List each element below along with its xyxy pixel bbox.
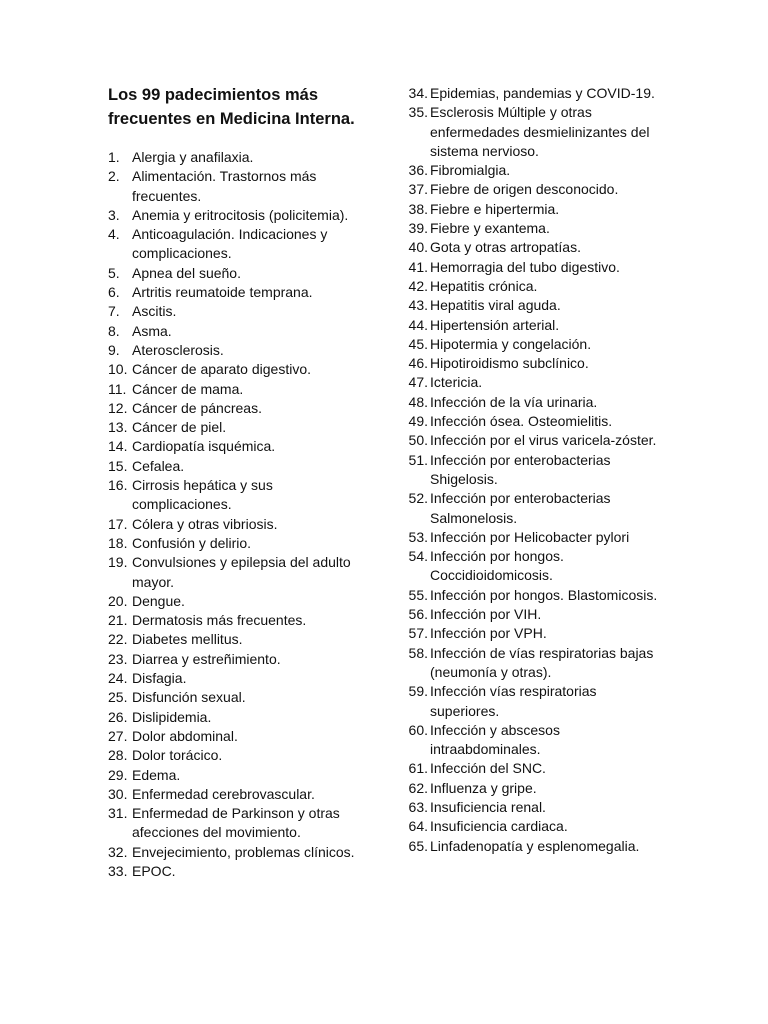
- condition-list-left: [108, 148, 370, 881]
- list-item-number: 39.: [408, 220, 428, 237]
- list-item-text: Cirrosis hepática y sus complicaciones.: [132, 477, 273, 513]
- list-item: [404, 180, 666, 199]
- list-item-number: 53.: [408, 528, 428, 545]
- list-item: [108, 322, 370, 341]
- list-item-text: Dermatosis más frecuentes.: [132, 612, 307, 629]
- list-item-number: 62.: [408, 779, 428, 796]
- list-item: [404, 219, 666, 238]
- list-item-text: Disfagia.: [132, 670, 187, 687]
- list-item: [404, 798, 666, 817]
- list-item-number: 2.: [108, 168, 120, 185]
- list-item-number: 6.: [108, 284, 120, 301]
- list-item-text: Infección vías respiratorias superiores.: [430, 683, 597, 719]
- list-item-text: Infección por Helicobacter pylori: [430, 528, 630, 545]
- list-item-text: Infección del SNC.: [430, 760, 546, 777]
- list-item-number: 50.: [408, 432, 428, 449]
- list-item: [108, 708, 370, 727]
- list-item-text: Hemorragia del tubo digestivo.: [430, 258, 620, 275]
- list-item-number: 64.: [408, 818, 428, 835]
- list-item: [108, 225, 370, 264]
- list-item: [404, 277, 666, 296]
- list-item-number: 1.: [108, 149, 120, 165]
- list-item: [108, 148, 370, 167]
- list-item-text: Edema.: [132, 766, 181, 783]
- list-item-text: Infección de la vía urinaria.: [430, 393, 598, 410]
- list-item-text: Ascitis.: [132, 303, 177, 320]
- list-item: [404, 759, 666, 778]
- list-item-text: Diarrea y estreñimiento.: [132, 650, 281, 667]
- list-item: [404, 489, 666, 528]
- list-item: [108, 264, 370, 283]
- list-item: [108, 592, 370, 611]
- list-item-number: 33.: [108, 862, 128, 879]
- list-item: [404, 335, 666, 354]
- condition-list-right: [404, 84, 666, 856]
- list-item-text: Convulsiones y epilepsia del adulto mayor.: [132, 554, 351, 590]
- list-item-number: 3.: [108, 206, 120, 223]
- list-item: [108, 399, 370, 418]
- list-item-number: 19.: [108, 554, 128, 571]
- list-item: [108, 302, 370, 321]
- list-item-text: Infección por hongos. Coccidioidomicosis.: [430, 548, 564, 584]
- list-item-number: 45.: [408, 335, 428, 352]
- list-item: [108, 766, 370, 785]
- list-item-number: 24.: [108, 670, 128, 687]
- list-item: [108, 534, 370, 553]
- list-item-number: 51.: [408, 451, 428, 468]
- list-item: [108, 476, 370, 515]
- list-item-number: 42.: [408, 277, 428, 294]
- list-item-number: 10.: [108, 361, 128, 378]
- list-item: [404, 200, 666, 219]
- list-item-number: 7.: [108, 303, 120, 320]
- list-item: [404, 296, 666, 315]
- list-item-number: 37.: [408, 181, 428, 198]
- list-item: [404, 817, 666, 836]
- list-item: [404, 624, 666, 643]
- right-column: [404, 84, 666, 856]
- list-item-text: Infección ósea. Osteomielitis.: [430, 413, 613, 430]
- list-item-text: Infección de vías respiratorias bajas (neumonía y otras).: [430, 644, 654, 680]
- list-item-text: Cólera y otras vibriosis.: [132, 515, 278, 532]
- list-item: [108, 785, 370, 804]
- list-item-number: 12.: [108, 399, 128, 416]
- list-item-text: Dislipidemia.: [132, 708, 212, 725]
- list-item-number: 65.: [408, 837, 428, 854]
- list-item-text: Cardiopatía isquémica.: [132, 438, 276, 455]
- list-item: [108, 688, 370, 707]
- list-item: [108, 843, 370, 862]
- list-item-number: 16.: [108, 477, 128, 494]
- list-item: [108, 515, 370, 534]
- list-item-text: Cefalea.: [132, 457, 185, 474]
- list-item-number: 22.: [108, 631, 128, 648]
- list-item-number: 54.: [408, 548, 428, 565]
- list-item: [108, 630, 370, 649]
- list-item: [404, 431, 666, 450]
- list-item-number: 8.: [108, 322, 120, 339]
- list-item-number: 23.: [108, 650, 128, 667]
- list-item-number: 31.: [108, 805, 128, 822]
- list-item: [404, 547, 666, 586]
- list-item-number: 48.: [408, 393, 428, 410]
- list-item: [404, 779, 666, 798]
- list-item: [404, 682, 666, 721]
- list-item-number: 17.: [108, 515, 128, 532]
- list-item: [108, 341, 370, 360]
- list-item-text: Asma.: [132, 322, 172, 339]
- list-item: [404, 238, 666, 257]
- list-item: [108, 283, 370, 302]
- list-item-number: 36.: [408, 162, 428, 179]
- list-item-number: 9.: [108, 341, 120, 358]
- list-item: [108, 727, 370, 746]
- list-item: [108, 611, 370, 630]
- list-item: [404, 84, 666, 103]
- list-item: [404, 393, 666, 412]
- list-item: [108, 804, 370, 843]
- list-item: [108, 457, 370, 476]
- list-item-number: 44.: [408, 316, 428, 333]
- list-item: [404, 354, 666, 373]
- list-item-number: 26.: [108, 708, 128, 725]
- list-item-text: Cáncer de aparato digestivo.: [132, 361, 311, 378]
- list-item-text: Infección y abscesos intraabdominales.: [430, 721, 560, 758]
- list-item: [404, 837, 666, 856]
- list-item-text: Hipertensión arterial.: [430, 316, 560, 333]
- list-item-number: 4.: [108, 226, 120, 243]
- list-item-text: Aterosclerosis.: [132, 341, 224, 358]
- list-item-number: 43.: [408, 297, 428, 314]
- list-item: [108, 746, 370, 765]
- list-item-number: 38.: [408, 200, 428, 217]
- list-item-text: Anticoagulación. Indicaciones y complicaciones.: [132, 226, 328, 262]
- list-item-text: Infección por enterobacterias Shigelosis.: [430, 451, 611, 487]
- list-item-text: Infección por VPH.: [430, 625, 547, 642]
- list-item: [404, 644, 666, 683]
- list-item-number: 15.: [108, 457, 128, 474]
- list-item-text: Diabetes mellitus.: [132, 631, 243, 648]
- list-item: [108, 553, 370, 592]
- list-item-text: Anemia y eritrocitosis (policitemia).: [132, 206, 349, 223]
- list-item-number: 55.: [408, 586, 428, 603]
- list-item-text: Dolor abdominal.: [132, 727, 238, 744]
- list-item-number: 14.: [108, 438, 128, 455]
- list-item-number: 46.: [408, 355, 428, 372]
- list-item: [108, 650, 370, 669]
- list-item: [108, 380, 370, 399]
- list-item-number: 25.: [108, 689, 128, 706]
- list-item: [404, 451, 666, 490]
- list-item: [108, 437, 370, 456]
- list-item: [404, 605, 666, 624]
- list-item-text: Fiebre y exantema.: [430, 220, 550, 237]
- list-item: [404, 721, 666, 760]
- list-item-number: 61.: [408, 760, 428, 777]
- list-item-text: Ictericia.: [430, 374, 483, 391]
- list-item-text: Infección por hongos. Blastomicosis.: [430, 586, 658, 603]
- list-item: [404, 103, 666, 161]
- list-item: [108, 360, 370, 379]
- list-item-text: Enfermedad cerebrovascular.: [132, 785, 315, 802]
- list-item-number: 32.: [108, 843, 128, 860]
- list-item-number: 27.: [108, 727, 128, 744]
- list-item-text: Insuficiencia cardiaca.: [430, 818, 568, 835]
- list-item-text: Infección por VIH.: [430, 606, 542, 623]
- list-item-text: Alergia y anafilaxia.: [132, 149, 254, 165]
- list-item-text: Alimentación. Trastornos más frecuentes.: [132, 168, 317, 204]
- list-item-number: 35.: [408, 104, 428, 121]
- list-item: [404, 373, 666, 392]
- list-item-number: 21.: [108, 612, 128, 629]
- list-item-text: Cáncer de piel.: [132, 419, 227, 436]
- list-item-text: Envejecimiento, problemas clínicos.: [132, 843, 355, 860]
- list-item-text: Cáncer de páncreas.: [132, 399, 262, 416]
- list-item-number: 58.: [408, 644, 428, 661]
- list-item-text: Cáncer de mama.: [132, 380, 244, 397]
- list-item-text: Hepatitis viral aguda.: [430, 297, 561, 314]
- list-item-number: 40.: [408, 239, 428, 256]
- list-item-number: 30.: [108, 785, 128, 802]
- list-item-text: Epidemias, pandemias y COVID-19.: [430, 85, 655, 101]
- list-item-text: Insuficiencia renal.: [430, 798, 546, 815]
- list-item-text: Infección por enterobacterias Salmonelosis.: [430, 490, 611, 526]
- list-item: [108, 167, 370, 206]
- list-item-number: 59.: [408, 683, 428, 700]
- list-item: [108, 206, 370, 225]
- list-item-text: Hipotiroidismo subclínico.: [430, 355, 589, 372]
- list-item-number: 13.: [108, 419, 128, 436]
- list-item-text: Hipotermia y congelación.: [430, 335, 592, 352]
- list-item-text: Gota y otras artropatías.: [430, 239, 581, 256]
- list-item-number: 5.: [108, 264, 120, 281]
- list-item-number: 49.: [408, 413, 428, 430]
- list-item-number: 34.: [408, 85, 428, 101]
- list-item: [108, 418, 370, 437]
- list-item: [404, 258, 666, 277]
- list-item-text: Esclerosis Múltiple y otras enfermedades desmielinizantes del sistema nervioso.: [430, 104, 650, 159]
- list-item-text: Fiebre e hipertermia.: [430, 200, 560, 217]
- left-column: [108, 84, 370, 881]
- list-item-number: 28.: [108, 747, 128, 764]
- list-item-text: Linfadenopatía y esplenomegalia.: [430, 837, 640, 854]
- list-item-text: Apnea del sueño.: [132, 264, 241, 281]
- list-item-number: 47.: [408, 374, 428, 391]
- list-item-text: Enfermedad de Parkinson y otras afecciones del movimiento.: [132, 805, 340, 841]
- list-item-text: Infección por el virus varicela-zóster.: [430, 432, 657, 449]
- list-item: [404, 316, 666, 335]
- list-item: [404, 586, 666, 605]
- list-item-text: Fiebre de origen desconocido.: [430, 181, 619, 198]
- list-item-text: Hepatitis crónica.: [430, 277, 538, 294]
- list-item-text: Confusión y delirio.: [132, 534, 252, 551]
- list-item: [404, 161, 666, 180]
- list-item-text: EPOC.: [132, 862, 176, 879]
- list-item-number: 57.: [408, 625, 428, 642]
- list-item-number: 20.: [108, 592, 128, 609]
- list-item-number: 60.: [408, 721, 428, 738]
- list-item-text: Artritis reumatoide temprana.: [132, 284, 313, 301]
- list-item-text: Disfunción sexual.: [132, 689, 246, 706]
- list-item-number: 18.: [108, 534, 128, 551]
- list-item-text: Dengue.: [132, 592, 185, 609]
- list-item-number: 11.: [108, 380, 127, 397]
- list-item: [404, 412, 666, 431]
- list-item: [404, 528, 666, 547]
- list-item-text: Fibromialgia.: [430, 162, 511, 179]
- list-item-number: 56.: [408, 606, 428, 623]
- list-item-text: Influenza y gripe.: [430, 779, 537, 796]
- list-item-text: Dolor torácico.: [132, 747, 223, 764]
- list-item: [108, 669, 370, 688]
- list-item-number: 52.: [408, 490, 428, 507]
- list-item: [108, 862, 370, 881]
- list-item-number: 29.: [108, 766, 128, 783]
- list-item-number: 41.: [408, 258, 428, 275]
- document-title: Los 99 padecimientos más frecuentes en Medicina Interna.: [108, 86, 355, 128]
- list-item-number: 63.: [408, 798, 428, 815]
